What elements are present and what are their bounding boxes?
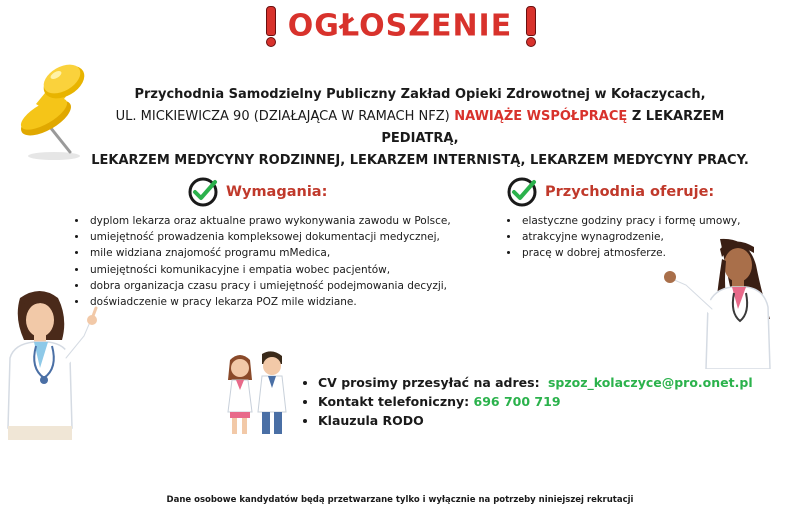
list-item: • umiejętności komunikacyjne i empatia wobec pacjentów, (88, 262, 492, 278)
intro-specialty: Z LEKARZEM PEDIATRĄ, (381, 109, 725, 146)
intro-text (80, 84, 760, 172)
intro-line2 (80, 106, 760, 150)
list-item: • dobra organizacja czasu pracy i umiejętność podejmowania decyzji, (88, 278, 492, 294)
exclamation-icon (263, 6, 277, 46)
list-item: • umiejętność prowadzenia kompleksowej dokumentacji medycznej, (88, 229, 492, 245)
rodo-item: • Klauzula RODO (318, 411, 782, 430)
list-item: • atrakcyjne wynagrodzenie, (520, 229, 784, 245)
intro-address: UL. MICKIEWICZA 90 (DZIAŁAJĄCA W RAMACH NFZ) (115, 109, 450, 124)
requirements-heading: Wymagania: (226, 184, 328, 200)
requirements-list (72, 213, 492, 310)
intro-line1: Przychodnia Samodzielny Publiczny Zakład Opieki Zdrowotnej w Kołaczycach, (134, 87, 706, 102)
email-link[interactable]: spzoz_kolaczyce@pro.onet.pl (547, 375, 753, 390)
female-doctor-illustration (662, 235, 780, 369)
announcement-title (0, 6, 800, 46)
list-item: • doświadczenie w pracy lekarza POZ mile widziane. (88, 294, 492, 310)
phone-label: Kontakt telefoniczny: (318, 394, 470, 409)
intro-highlight: NAWIĄŻE WSPÓŁPRACĘ (454, 109, 628, 124)
checkmark-circle-icon (507, 177, 537, 207)
phone-number[interactable]: 696 700 719 (473, 394, 561, 409)
kids-doctors-illustration (224, 350, 290, 436)
intro-line3: LEKARZEM MEDYCYNY RODZINNEJ, LEKARZEM INTERNISTĄ, LEKARZEM MEDYCYNY PRACY. (91, 153, 749, 168)
exclamation-icon (523, 6, 537, 46)
phone-item (318, 392, 782, 411)
list-item: • mile widziana znajomość programu mMedica, (88, 245, 492, 261)
offer-heading: Przychodnia oferuje: (545, 184, 715, 200)
list-item: • pracę w dobrej atmosferze. (520, 245, 784, 261)
cv-item (318, 373, 782, 392)
footer-note: Dane osobowe kandydatów będą przetwarzane tylko i wyłącznie na potrzeby niniejszej rekrutacji (166, 495, 634, 505)
contact-section (302, 373, 782, 430)
checkmark-circle-icon (188, 177, 218, 207)
list-item: • elastyczne godziny pracy i formę umowy, (520, 213, 784, 229)
title-text: OGŁOSZENIE (287, 8, 513, 44)
list-item: • dyplom lekarza oraz aktualne prawo wykonywania zawodu w Polsce, (88, 213, 492, 229)
female-doctor-illustration (0, 288, 104, 440)
cv-label: CV prosimy przesyłać na adres: (318, 375, 540, 390)
requirements-header (188, 177, 327, 207)
offer-header (507, 177, 714, 207)
